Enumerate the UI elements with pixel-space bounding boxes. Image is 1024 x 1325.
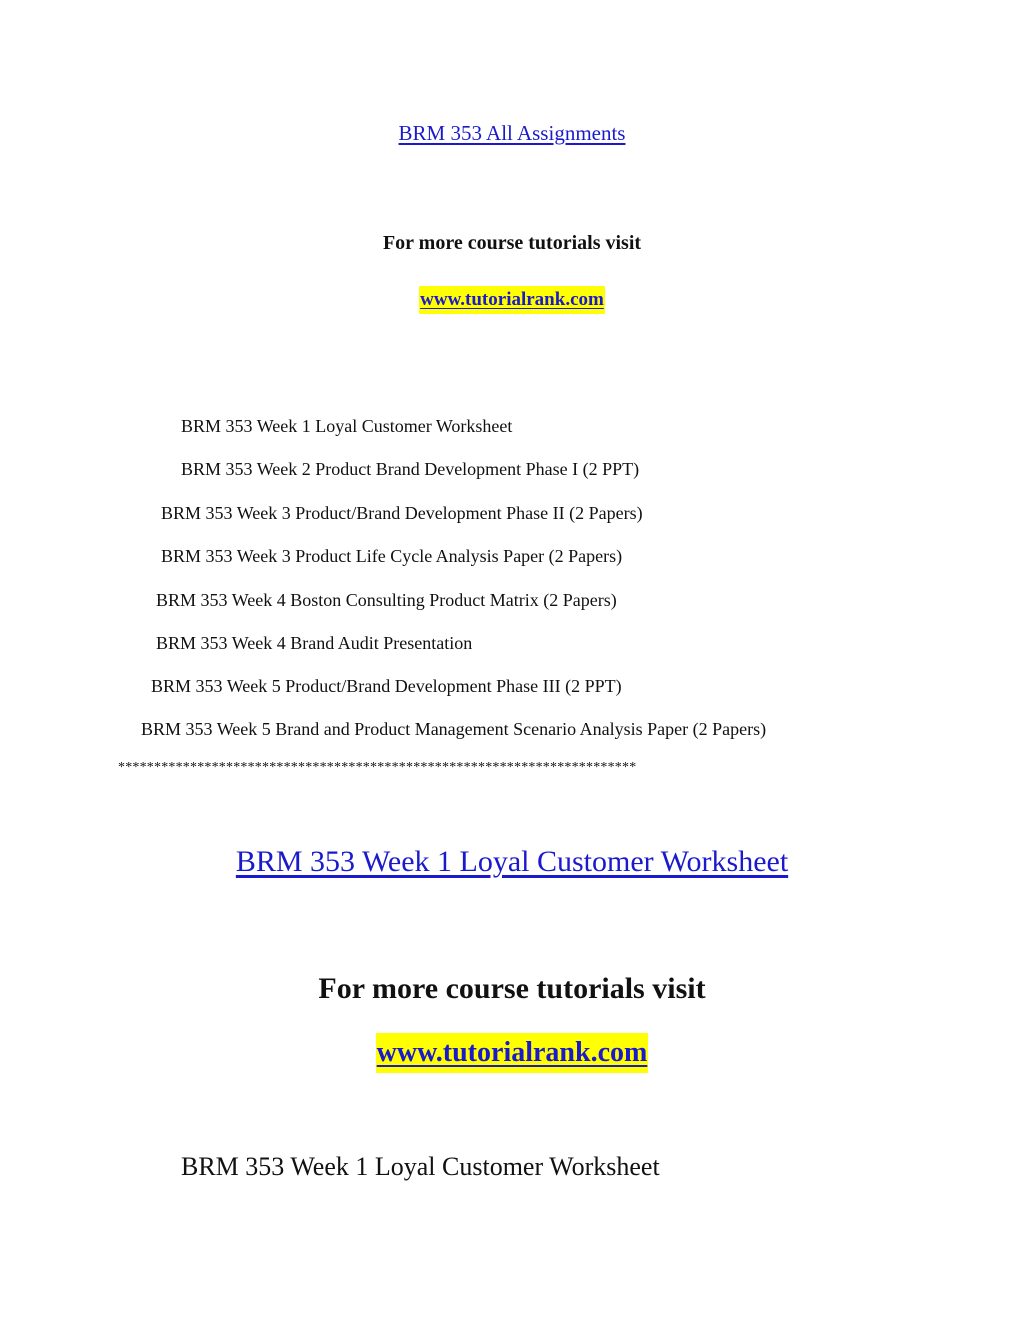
visit-text: For more course tutorials visit xyxy=(382,232,642,254)
list-item: BRM 353 Week 4 Boston Consulting Product Matrix (2 Papers) xyxy=(156,590,617,610)
separator-line: ************************************************************************ xyxy=(118,760,637,775)
list-item: BRM 353 Week 3 Product Life Cycle Analysis Paper (2 Papers) xyxy=(161,546,623,566)
list-item: BRM 353 Week 4 Brand Audit Presentation xyxy=(156,633,473,653)
all-assignments-link[interactable]: BRM 353 All Assignments xyxy=(398,121,626,145)
list-item: BRM 353 Week 5 Brand and Product Management Scenario Analysis Paper (2 Papers) xyxy=(141,719,767,739)
section-heading-link[interactable]: BRM 353 Week 1 Loyal Customer Worksheet xyxy=(235,845,789,878)
url-row xyxy=(0,286,1024,314)
section-url-row xyxy=(0,1033,1024,1073)
tutorialrank-link[interactable]: www.tutorialrank.com xyxy=(419,286,605,314)
list-item: BRM 353 Week 3 Product/Brand Development Phase II (2 Papers) xyxy=(161,503,643,523)
list-item: BRM 353 Week 5 Product/Brand Development Phase III (2 PPT) xyxy=(151,676,622,696)
section-title: BRM 353 Week 1 Loyal Customer Worksheet xyxy=(181,1152,660,1181)
section-tutorialrank-link[interactable]: www.tutorialrank.com xyxy=(376,1033,649,1073)
list-item: BRM 353 Week 2 Product Brand Development Phase I (2 PPT) xyxy=(181,459,640,479)
section-visit-text: For more course tutorials visit xyxy=(318,972,706,1005)
list-item: BRM 353 Week 1 Loyal Customer Worksheet xyxy=(181,416,513,436)
